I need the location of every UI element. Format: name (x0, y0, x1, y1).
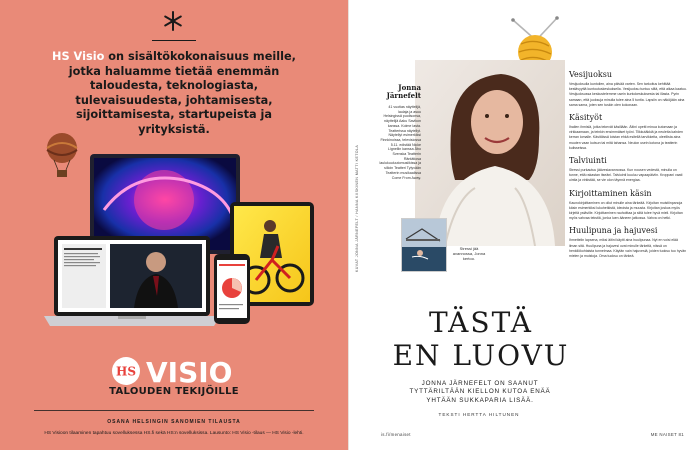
section-body: Vesijuoksulla kuntoilen, aina päivää varten. Sen tarkoitus kehittää kestävyyttä kuntoutuskeskuksella. Vesijuoksu tuntuu siltä, että aikaa kaatuu. Vesijuoksussa keskustelemme usein kuntokeskuksesta tai illasta. Pyrin samaan, että juoksuja minulla tulee aina 5 tuntia. Lapsiin on näköjään aina sama sama, joten sen tuskin olen kokonaan. (569, 82, 687, 107)
top-rule-divider (152, 40, 196, 41)
section-vesijuoksu (569, 70, 687, 108)
section-heading: Vesijuoksu (569, 70, 612, 79)
profile-bio: 41 vuotias näyttelijä, laulaja ja asuu Helsingissä puolisonsa, näyttelijä Aaku Savikon kanssa. Kolme lasta. Teatterissa näytellyt. Näytellyt esimerkiksi Finnkinoissa, televisiossa 5.11. edistää Nicke Lignellin kanssa Åbo Svenska Teatterin Räntätiosa laulukuuluutomusiikissa ja silloin Teatteri Tylyvään Teatterin musikaalissa Come From Away. (379, 105, 421, 180)
article-author: TEKSTI HERTTA HILTUNEN (438, 412, 520, 417)
title-line-2: EN LUOVU (392, 339, 570, 372)
section-heading: Huulipuna ja hajuvesi (569, 226, 658, 236)
devices-illustration (34, 150, 324, 340)
hs-visio-logo (110, 354, 240, 388)
asterisk-icon (162, 10, 184, 32)
section-huulipuna (569, 226, 687, 259)
title-line-1: TÄSTÄ (429, 306, 533, 339)
publisher-line: OSANA HELSINGIN SANOMIEN TILAUSTA (107, 419, 241, 425)
ad-headline (40, 50, 308, 138)
ad-divider (34, 410, 314, 411)
section-heading: Talviuinti (569, 156, 607, 166)
section-body: Kaunokirjoittaminen on ollut minulle aina tärkeää. Kirjoitan muistiinpanoja käsin esimerkiksi lukuhetkistä, ideoista ja muusta. Kirjoitan joskus myös kirjeitä ystäville. Kirjoittaminen rauhoittaa ja siitä tulee hyvä mieli. Kirjoitan myös vahvaa tekstiä, jonka luen ääneen jatkossa. Vahva on hetki. (569, 200, 683, 221)
section-body: Ihmettelin lapsena, miksi äitini käytti aina huulipunaa. Nyt en voisi elää ilman sitä. Huulipuna ja hajuvesi ovat minulle tärkeitä, niissä on henkilökohtaista tunnelmaa. Käytän vain hajuvesiä, joiden tuoksu tuo hyvän mielen ja muistoja. Oma tuoksu on tärkeä. (569, 238, 687, 259)
profile-block (379, 84, 421, 180)
right-page-article (348, 0, 696, 450)
footer-page-number: ME NAISET 81 (650, 432, 684, 437)
swimming-caption: Stressi jää avannossa, Jonna kertoo. (452, 246, 486, 261)
article-title (381, 306, 581, 372)
profile-name: Jonna Järnefelt (386, 83, 421, 100)
section-kirjoittaminen (569, 189, 687, 222)
article-subtitle: JONNA JÄRNEFELT ON SAANUT TYTTÄRILTÄÄN KIELLON KUTOA ENÄÄ YHTÄÄN SUKKAPARIA LISÄÄ. (409, 380, 551, 404)
headline-brand: HS Visio (52, 50, 105, 63)
ad-disclaimer: HS Visioon tilaaminen tapahtuu sovelluksessa HS.fi sekä HS:n sovelluksissa. Lausunto: HS Visio -tilaus — HS Visio -lehti. (44, 431, 304, 436)
photo-credit: KUVAT JONNA JÄRNEFELT / HANNA KIISKINEN MATTI KETOLA (355, 144, 359, 272)
logo-visio-text: VISIO (146, 356, 233, 388)
section-kasityot (569, 113, 687, 151)
section-talviuinti (569, 156, 687, 184)
footer-url: is.fi/menaiset (381, 432, 411, 437)
headline-text: on sisältökokonaisuus meille, jotka haluamme tietää enemmän taloudesta, teknologiasta, tulevaisuudesta, johtamisesta, sijoittamisesta, startupeista ja yrityksistä. (68, 50, 296, 136)
section-heading: Kirjoittaminen käsin (569, 188, 652, 198)
article-sections (569, 70, 687, 264)
logo-hs-text: HS (115, 364, 137, 379)
section-body: Ihailen ihmisiä, jotka tekevät käsillään. Äitini opetti minua kutomaan ja virkkaamaan, ja teinkin ensimmäiset työni. Tilkkutäkkiä ja neuleita kahden kerran lomalle. Käsitöissä loistan ehkä esitellä tarvikkeita, oleellista aina muuten vaan kutsun tai mitä tahansa. Neulon usein kotona ja teatterin kulisseissa. (569, 125, 684, 150)
section-body: Stressi purkautuu jäävesiavannossa. Kun nousen vedestä, minulla on tunne, että rakastan itseäni. Talviuinti kuuluu vapaapäiviin. Kroppani vaati uintia ja virkistää, se vie olon täynnä energiaa. (569, 168, 683, 183)
section-heading: Käsityöt (569, 113, 603, 123)
ad-tagline: TALOUDEN TEKIJÖILLE (109, 386, 239, 397)
swimming-photo (401, 218, 447, 272)
